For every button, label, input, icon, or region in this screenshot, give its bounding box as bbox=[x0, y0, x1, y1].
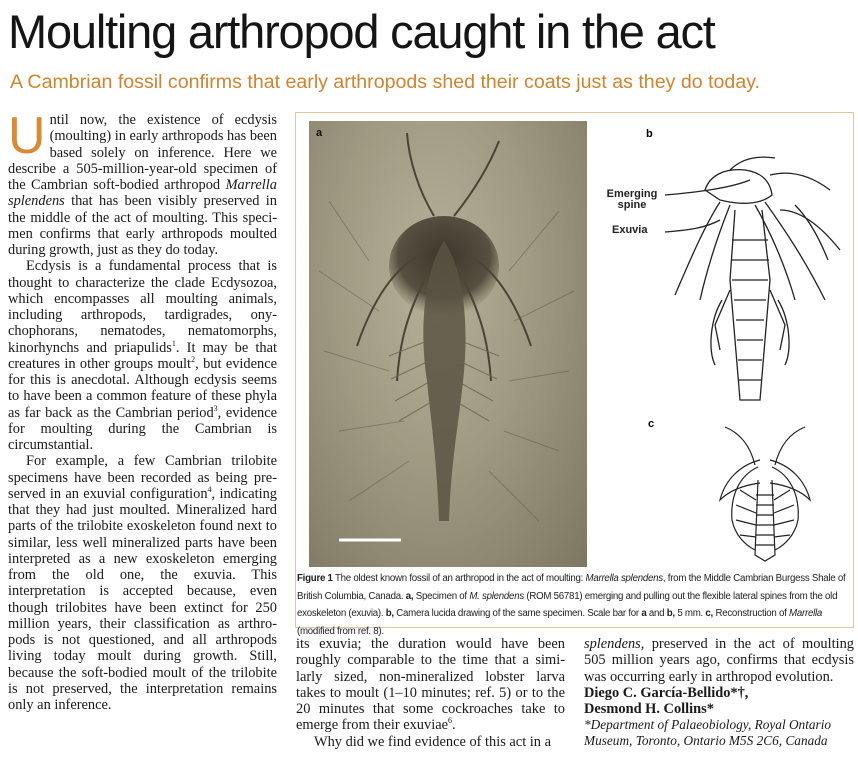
author-1: Diego C. García-Bellido*†, bbox=[584, 684, 749, 701]
col2-paragraph-1 bbox=[296, 636, 565, 734]
caption-b: b, bbox=[385, 608, 394, 619]
p2-text-d: , evidence for moulting during the Cambrian is circumstantial. bbox=[8, 404, 277, 453]
caption-text-2: , from the Middle Cambrian Burgess Shale of British Columbia, Canada. bbox=[297, 573, 846, 602]
label-emerging-spine bbox=[600, 189, 664, 211]
p1-species: Marrella splendens bbox=[8, 177, 277, 210]
p2-text-c: , but evidence for this is anecdotal. Although ecdysis seems to have been a common feature of these phyla as far back as the Cambrian period bbox=[8, 355, 277, 421]
caption-text-4: (ROM 56781) emerging and pulling out the flexible lateral spines from the old exoskeleton (exuvia). bbox=[297, 590, 838, 619]
label-spine: spine bbox=[617, 199, 647, 211]
ref-4: 4 bbox=[207, 484, 212, 494]
ref-3: 3 bbox=[213, 403, 218, 413]
body-column-2 bbox=[296, 636, 565, 750]
ref-1: 1 bbox=[171, 338, 176, 348]
col3-text: , preserved in the act of moulting 505 million years ago, confirms that ecdysis was occurring early in arthropod evolution. bbox=[584, 636, 854, 685]
caption-species-3: Marrella bbox=[789, 608, 823, 619]
camera-lucida-drawing bbox=[660, 150, 850, 420]
author-2: Desmond H. Collins* bbox=[584, 701, 714, 717]
caption-species: Marrella splendens bbox=[585, 573, 663, 584]
reconstruction-drawing bbox=[700, 425, 830, 565]
col2-text-a: its exuvia; the duration would have been roughly comparable to the time that a similarly sized, non-mineralized lobster larva takes to moult (1–10 minutes; ref. 5) or to the 20 minutes that some cockroaches take to emerge from their exuviae bbox=[296, 636, 565, 734]
caption-text-1: The oldest known fossil of an arthropod in the act of moulting: bbox=[332, 573, 586, 584]
author-affiliation: *Department of Palaeobiology, Royal Ontario Museum, Toronto, Ontario M5S 2C6, Canada bbox=[584, 717, 832, 749]
caption-text-6: 5 mm. bbox=[674, 608, 706, 619]
paragraph-3 bbox=[8, 453, 277, 713]
col2-text-b: . bbox=[451, 717, 456, 734]
drop-cap: U bbox=[8, 107, 46, 165]
label-exuvia: Exuvia bbox=[612, 224, 648, 236]
panel-label-c: c bbox=[648, 418, 655, 430]
p2-text-b: . It may be that creatures in other groups moult bbox=[8, 339, 277, 372]
col2-paragraph-2: Why did we find evidence of this act in a bbox=[314, 733, 551, 750]
paragraph-2 bbox=[8, 258, 277, 453]
figure-caption bbox=[297, 570, 850, 640]
p2-text-a: Ecdysis is a fundamental process that is thought to characterize the clade Ecdysozoa, which encompasses all moulting animals, including arthropods, tardigrades, onychophorans, nematodes, nematomorphs, kinorhynchs and priapulids bbox=[8, 258, 277, 356]
article-subtitle: A Cambrian fossil confirms that early arthropods shed their coats just as they do today. bbox=[10, 71, 761, 93]
caption-species-2: M. splendens bbox=[469, 590, 524, 602]
col3-species: splendens bbox=[584, 636, 641, 652]
caption-text-5: Camera lucida drawing of the same specimen. Scale bar for bbox=[393, 608, 642, 619]
caption-b-2: b, bbox=[666, 608, 675, 619]
col3-paragraph-1 bbox=[584, 636, 854, 685]
p1-text-a: ntil now, the existence of ecdysis (moulting) in early arthropods has been based solely on inference. Here we describe a 505-million-year-old specimen of the Cambrian soft-bodied arthropod bbox=[8, 112, 277, 193]
ref-2: 2 bbox=[191, 354, 196, 364]
fossil-photo bbox=[309, 121, 587, 567]
p3-text-a: For example, a few Cambrian trilobite specimens have been recorded as being preserved in an exuvial configuration bbox=[8, 453, 277, 502]
caption-head: Figure 1 bbox=[297, 573, 333, 584]
paragraph-1 bbox=[8, 107, 277, 258]
caption-c: c, bbox=[705, 608, 714, 619]
body-column-1 bbox=[8, 107, 278, 760]
article-title: Moulting arthropod caught in the act bbox=[8, 5, 715, 58]
label-emerging: Emerging bbox=[606, 188, 658, 200]
caption-text-7: Reconstruction of bbox=[713, 608, 790, 619]
caption-text-3: Specimen of bbox=[413, 590, 470, 602]
body-column-3 bbox=[584, 636, 854, 749]
p1-text-b: that has been visibly preserved in the middle of the act of moulting. This specimen confirms that early arthropods moulted during growth, just as they do today. bbox=[8, 193, 277, 258]
panel-label-a: a bbox=[316, 127, 323, 139]
fossil-photo-illustration bbox=[309, 121, 587, 567]
ref-6: 6 bbox=[447, 716, 452, 726]
caption-a: a, bbox=[405, 590, 414, 602]
caption-text-8: (modified from ref. 8). bbox=[297, 625, 384, 637]
caption-and: and bbox=[646, 608, 667, 619]
p3-text-b: , indicating that they had just moulted. Mineralized hard parts of the trilobite exoskeleton found next to similar, less well mineralized parts have been interpreted as a new exoskeleton emerging from the old one, the exuvia. This interpretation is accepted because, even though trilobites have been extinct for 250 million years, their classification as arthropods is not questioned, and all arthropods living today moult during growth. Still, because the soft-bodied moult of the trilobite is not preserved, the interpretation remains only an inference. bbox=[8, 485, 278, 713]
panel-label-b: b bbox=[646, 128, 653, 140]
caption-a-2: a bbox=[641, 608, 647, 619]
